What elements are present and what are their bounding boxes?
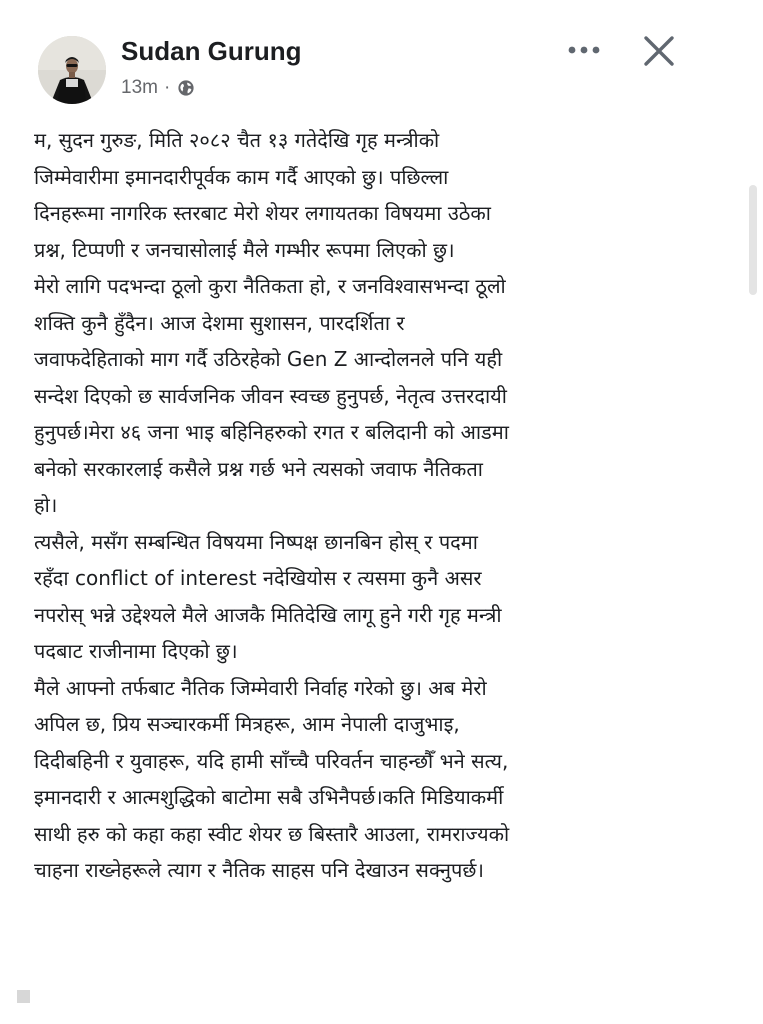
scrollbar-thumb[interactable] — [749, 185, 757, 295]
post-text-line: हुनुपर्छ।मेरा ४६ जना भाइ बहिनिहरुको रगत र बलिदानी को आडमा — [34, 420, 509, 444]
post-text-line: अपिल छ, प्रिय सञ्चारकर्मी मित्रहरू, आम नेपाली दाजुभाइ, — [34, 712, 460, 736]
meta-separator: · — [163, 77, 171, 98]
post-text-line: जिम्मेवारीमा इमानदारीपूर्वक काम गर्दै आएको छु। पछिल्ला — [34, 164, 449, 189]
more-options-button[interactable] — [560, 30, 610, 70]
profile-photo — [38, 36, 106, 104]
post-text-line: शक्ति कुनै हुँदैन। आज देशमा सुशासन, पारदर्शिता र — [34, 310, 405, 335]
more-options-icon — [560, 30, 610, 70]
post-meta — [121, 76, 195, 100]
post-text — [34, 122, 734, 889]
author-name[interactable]: Sudan Gurung — [121, 36, 302, 66]
post-text-line: रहँदा conflict of interest नदेखियोस र त्यसमा कुनै असर — [34, 566, 482, 590]
post-text-line: पदबाट राजीनामा दिएको छु। — [34, 639, 238, 663]
avatar[interactable] — [38, 36, 106, 104]
post-text-line: दिनहरूमा नागरिक स्तरबाट मेरो शेयर लगायतका विषयमा उठेका — [34, 201, 491, 225]
post-text-line: नपरोस् भन्ने उद्देश्यले मैले आजकै मितिदेखि लागू हुने गरी गृह मन्त्री — [34, 602, 502, 627]
globe-icon — [177, 79, 195, 97]
post-text-line: दिदीबहिनी र युवाहरू, यदि हामी साँच्चै परिवर्तन चाहन्छौँ भने सत्य, — [34, 748, 509, 773]
post-text-line: हो। — [34, 493, 58, 517]
post-time[interactable]: 13m — [121, 77, 158, 98]
close-button[interactable] — [636, 28, 682, 74]
post-text-line: बनेको सरकारलाई कसैले प्रश्न गर्छ भने त्यसको जवाफ नैतिकता — [34, 456, 483, 481]
post-text-line: जवाफदेहिताको माग गर्दै उठिरहेको Gen Z आन्दोलनले पनि यही — [34, 347, 503, 371]
post-text-line: प्रश्न, टिप्पणी र जनचासोलाई मैले गम्भीर रूपमा लिएको छु। — [34, 237, 455, 262]
close-icon — [636, 28, 682, 74]
post-text-line: सन्देश दिएको छ सार्वजनिक जीवन स्वच्छ हुनुपर्छ, नेतृत्व उत्तरदायी — [34, 383, 507, 408]
post-text-line: चाहना राख्नेहरूले त्याग र नैतिक साहस पनि देखाउन सक्नुपर्छ। — [34, 858, 484, 882]
post-text-line: साथी हरु को कहा कहा स्वीट शेयर छ बिस्तारै आउला, रामराज्यको — [34, 821, 510, 846]
corner-handle — [17, 990, 30, 1003]
post-text-line: मैले आफ्नो तर्फबाट नैतिक जिम्मेवारी निर्वाह गरेको छु। अब मेरो — [34, 675, 487, 700]
post-text-line: इमानदारी र आत्मशुद्धिको बाटोमा सबै उभिनैपर्छ।कति मिडियाकर्मी — [34, 785, 504, 809]
post-text-line: म, सुदन गुरुङ, मिति २०८२ चैत १३ गतेदेखि गृह मन्त्रीको — [34, 128, 440, 152]
post-text-line: मेरो लागि पदभन्दा ठूलो कुरा नैतिकता हो, र जनविश्वासभन्दा ठूलो — [34, 274, 506, 298]
post-header — [0, 0, 763, 120]
post-text-line: त्यसैले, मसँग सम्बन्धित विषयमा निष्पक्ष छानबिन होस् र पदमा — [34, 529, 478, 554]
